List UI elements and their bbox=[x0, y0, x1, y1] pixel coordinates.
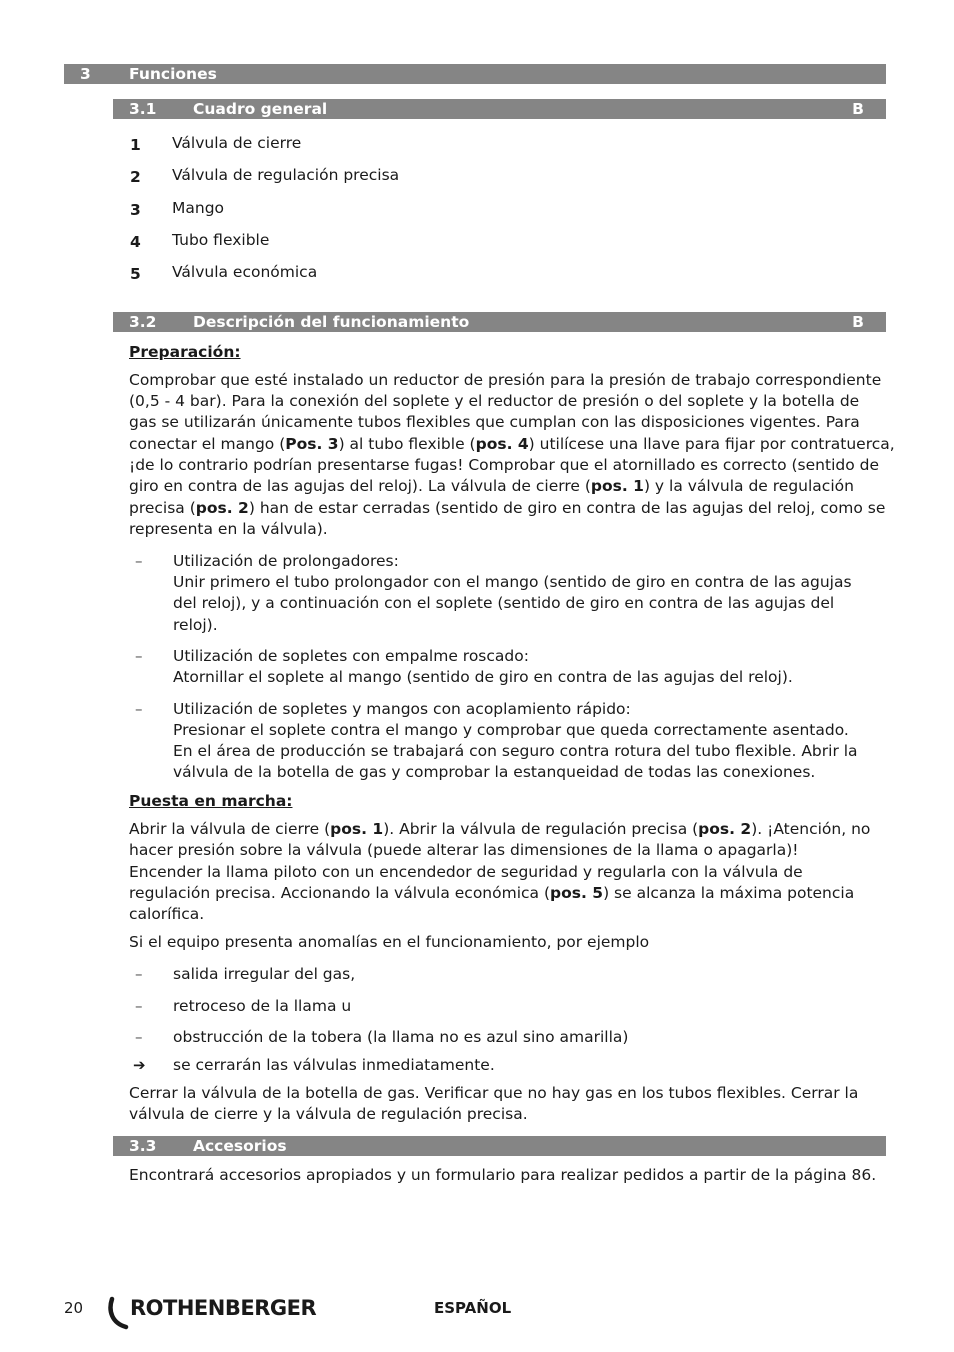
list-item-text: del reloj), y a continuación con el soplete (sentido de giro en contra de las agujas del bbox=[173, 594, 835, 612]
text-line: regulación precisa. Accionando la válvula económica (pos. 5) se alcanza la máxima potencia bbox=[129, 884, 855, 902]
text-line: calorífica. bbox=[129, 905, 205, 923]
list-item-text: válvula de la botella de gas y comprobar la estanqueidad de todas las conexiones. bbox=[173, 763, 816, 781]
brand-logo bbox=[106, 1293, 346, 1333]
section-header bbox=[64, 64, 886, 84]
text-line: giro en contra de las agujas del reloj). La válvula de cierre (pos. 1) y la válvula de regulación bbox=[129, 477, 854, 495]
list-item-text: Atornillar el soplete al mango (sentido de giro en contra de las agujas del reloj). bbox=[173, 668, 793, 686]
text-line: Cerrar la válvula de la botella de gas. Verificar que no hay gas en los tubos flexibles. Cerrar la bbox=[129, 1084, 859, 1102]
subsection-title: Accesorios bbox=[193, 1137, 287, 1155]
text-line: ¡de lo contrario podrían presentarse fugas! Comprobar que el atornillado es correcto (sentido de bbox=[129, 456, 880, 474]
list-item-title: Utilización de sopletes y mangos con acoplamiento rápido: bbox=[173, 700, 631, 718]
overview-label: Tubo flexible bbox=[172, 231, 270, 249]
text-line: válvula de cierre y la válvula de regulación precisa. bbox=[129, 1105, 528, 1123]
overview-number: 2 bbox=[130, 168, 141, 186]
dash-bullet-icon: – bbox=[135, 700, 143, 718]
dash-bullet-icon: – bbox=[135, 552, 143, 570]
language-label: ESPAÑOL bbox=[434, 1299, 512, 1317]
text-line: hacer presión sobre la válvula (puede alterar las dimensiones de la llama o apagarla)! bbox=[129, 841, 799, 859]
preparation-heading: Preparación: bbox=[129, 343, 241, 361]
brand-name: ROTHENBERGER bbox=[130, 1296, 317, 1320]
page-number: 20 bbox=[64, 1299, 84, 1317]
text-line: Comprobar que esté instalado un reductor de presión para la presión de trabajo correspondiente bbox=[129, 371, 882, 389]
subsection-header-3-3 bbox=[113, 1136, 886, 1156]
subsection-header-3-2 bbox=[113, 312, 886, 332]
list-item-text: Presionar el soplete contra el mango y comprobar que queda correctamente asentado. bbox=[173, 721, 849, 739]
list-item-title: Utilización de prolongadores: bbox=[173, 552, 399, 570]
text-line: gas se utilizarán únicamente tubos flexibles que cumplan con las disposiciones vigentes. Para bbox=[129, 413, 860, 431]
accessories-text: Encontrará accesorios apropiados y un formulario para realizar pedidos a partir de la página 86. bbox=[129, 1166, 877, 1184]
section-title: Funciones bbox=[129, 65, 217, 83]
dash-bullet-icon: – bbox=[135, 1028, 143, 1046]
list-item-text: salida irregular del gas, bbox=[173, 965, 356, 983]
startup-heading: Puesta en marcha: bbox=[129, 792, 293, 810]
list-item-text: En el área de producción se trabajará con seguro contra rotura del tubo flexible. Abrir la bbox=[173, 742, 858, 760]
list-item-text: reloj). bbox=[173, 616, 218, 634]
text-line: representa en la válvula). bbox=[129, 520, 328, 538]
overview-number: 1 bbox=[130, 136, 141, 154]
subsection-number: 3.3 bbox=[129, 1137, 157, 1155]
overview-label: Mango bbox=[172, 199, 225, 217]
dash-bullet-icon: – bbox=[135, 997, 143, 1015]
subsection-title: Cuadro general bbox=[193, 100, 328, 118]
overview-label: Válvula económica bbox=[172, 263, 318, 281]
section-number: 3 bbox=[80, 65, 91, 83]
dash-bullet-icon: – bbox=[135, 647, 143, 665]
figure-ref: B bbox=[852, 313, 864, 331]
subsection-number: 3.1 bbox=[129, 100, 157, 118]
text-line: Encender la llama piloto con un encendedor de seguridad y regularla con la válvula de bbox=[129, 863, 803, 881]
anomalies-intro: Si el equipo presenta anomalías en el funcionamiento, por ejemplo bbox=[129, 933, 650, 951]
result-text: se cerrarán las válvulas inmediatamente. bbox=[173, 1056, 495, 1074]
list-item-text: obstrucción de la tobera (la llama no es azul sino amarilla) bbox=[173, 1028, 629, 1046]
list-item-title: Utilización de sopletes con empalme roscado: bbox=[173, 647, 529, 665]
arrow-right-icon: ➔ bbox=[133, 1056, 146, 1074]
overview-number: 3 bbox=[130, 201, 141, 219]
subsection-number: 3.2 bbox=[129, 313, 157, 331]
dash-bullet-icon: – bbox=[135, 965, 143, 983]
overview-label: Válvula de cierre bbox=[172, 134, 302, 152]
overview-number: 4 bbox=[130, 233, 141, 251]
text-line: (0,5 - 4 bar). Para la conexión del soplete y el reductor de presión o del soplete y la botella de bbox=[129, 392, 860, 410]
list-item-text: retroceso de la llama u bbox=[173, 997, 352, 1015]
list-item-text: Unir primero el tubo prolongador con el mango (sentido de giro en contra de las agujas bbox=[173, 573, 852, 591]
text-line: precisa (pos. 2) han de estar cerradas (sentido de giro en contra de las agujas del reloj, como se bbox=[129, 499, 886, 517]
text-line: Abrir la válvula de cierre (pos. 1). Abrir la válvula de regulación precisa (pos. 2). ¡Atención, no bbox=[129, 820, 871, 838]
figure-ref: B bbox=[852, 100, 864, 118]
overview-number: 5 bbox=[130, 265, 141, 283]
overview-label: Válvula de regulación precisa bbox=[172, 166, 400, 184]
text-line: conectar el mango (Pos. 3) al tubo flexible (pos. 4) utilícese una llave para fijar por contratuerca, bbox=[129, 435, 895, 453]
subsection-title: Descripción del funcionamiento bbox=[193, 313, 470, 331]
subsection-header-3-1 bbox=[113, 99, 886, 119]
